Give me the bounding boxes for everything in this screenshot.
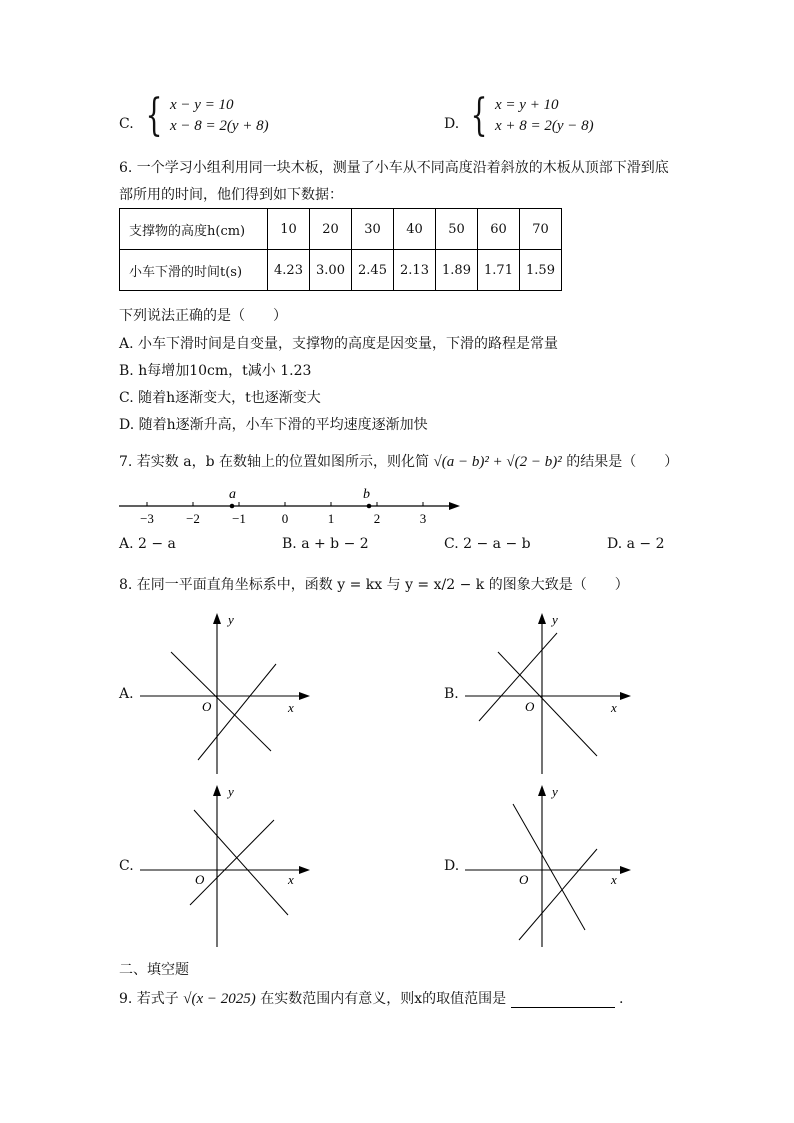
q5-option-d-label: D. [444,116,460,132]
q8-graph-c [138,780,338,950]
q5-option-c-system [140,90,269,141]
table-cell: 1.89 [436,250,478,291]
point-b-label: b [363,487,370,502]
x-axis-label: x [288,872,294,887]
q5-option-c-label: C. [119,116,134,132]
q8-graph-a [138,608,338,778]
q9-radical-expression: √(x − 2025) [183,991,256,1007]
origin-label: O [519,872,529,887]
q6-option-b: B. h每增加10cm，t减小 1.23 [119,363,312,379]
q9-answer-blank[interactable] [511,993,615,1008]
table-cell: 40 [394,209,436,250]
table-cell: 4.23 [268,250,310,291]
q9-stem [119,988,624,1008]
q8-option-d-label: D. [444,858,460,874]
q7-stem [119,451,678,471]
table-cell: 30 [352,209,394,250]
equation: x + 8 = 2(y − 8) [495,118,594,134]
table-row [120,250,562,291]
axis-tick-label: 3 [419,511,427,526]
equation: x = y + 10 [495,97,559,113]
table-cell: 2.45 [352,250,394,291]
q8-graph-d [463,780,663,950]
q7-option-c: C. 2 − a − b [444,536,531,552]
table-cell: 1.59 [520,250,562,291]
table-cell: 1.71 [478,250,520,291]
brace: { [470,90,488,141]
axis-tick-label: 2 [373,511,381,526]
y-axis-label: y [228,784,234,799]
axis-tick-label: 1 [327,511,335,526]
point-a-label: a [229,487,236,502]
table-header-cell: 小车下滑的时间t(s) [120,250,268,291]
q8-stem: 8. 在同一平面直角坐标系中，函数 y = kx 与 y = x/2 − k 的图象大致是（ ） [119,577,629,593]
y-axis-label: y [552,612,558,627]
table-cell: 2.13 [394,250,436,291]
q7-radical-expression: √(a − b)² + √(2 − b)² [433,454,562,470]
axis-tick-label: −1 [232,511,246,526]
q7-stem-post: 的结果是（ ） [566,454,679,470]
q9-end: . [619,991,624,1007]
table-cell: 60 [478,209,520,250]
q6-question: 下列说法正确的是（ ） [119,308,287,324]
q8-graph-b [463,608,663,778]
q6-option-c: C. 随着h逐渐变大，t也逐渐变大 [119,390,321,406]
table-cell: 10 [268,209,310,250]
q9-pre: 9. 若式子 [119,991,179,1007]
axis-tick-label: −3 [140,511,154,526]
axis-tick-label: 0 [281,511,289,526]
table-cell: 50 [436,209,478,250]
q8-option-c-label: C. [119,858,134,874]
table-row [120,209,562,250]
table-header-cell: 支撑物的高度h(cm) [120,209,268,250]
point-b [367,504,372,509]
axis-arrow [449,502,460,510]
x-axis-label: x [611,872,617,887]
q6-stem-line1: 6. 一个学习小组利用同一块木板，测量了小车从不同高度沿着斜放的木板从顶部下滑到底 [119,160,669,176]
equation: x − y = 10 [170,97,234,113]
q6-option-d: D. 随着h逐渐升高，小车下滑的平均速度逐渐加快 [119,417,428,433]
x-axis-label: x [288,700,294,715]
x-axis-label: x [611,700,617,715]
q7-option-b: B. a + b − 2 [282,536,369,552]
q6-stem-line2: 部所用的时间，他们得到如下数据： [119,187,343,203]
table-cell: 20 [310,209,352,250]
origin-label: O [195,872,205,887]
brace: { [145,90,163,141]
section-heading: 二、填空题 [119,962,189,978]
q5-option-d-system [465,90,594,141]
q7-option-a: A. 2 − a [119,536,176,552]
table-cell: 70 [520,209,562,250]
axis-tick-label: −2 [186,511,200,526]
point-a [230,504,235,509]
q7-option-d: D. a − 2 [607,536,665,552]
q7-number-line [0,480,794,540]
q7-stem-pre: 7. 若实数 a，b 在数轴上的位置如图所示，则化简 [119,454,430,470]
origin-label: O [202,699,212,714]
q6-option-a: A. 小车下滑时间是自变量，支撑物的高度是因变量，下滑的路程是常量 [119,336,559,352]
q8-option-a-label: A. [119,686,134,702]
y-axis-label: y [228,612,234,627]
table-cell: 3.00 [310,250,352,291]
origin-label: O [525,699,535,714]
equation: x − 8 = 2(y + 8) [170,118,269,134]
q6-data-table [119,208,562,291]
y-axis-label: y [552,784,558,799]
q9-post: 在实数范围内有意义，则x的取值范围是 [260,991,507,1007]
q8-option-b-label: B. [444,686,459,702]
